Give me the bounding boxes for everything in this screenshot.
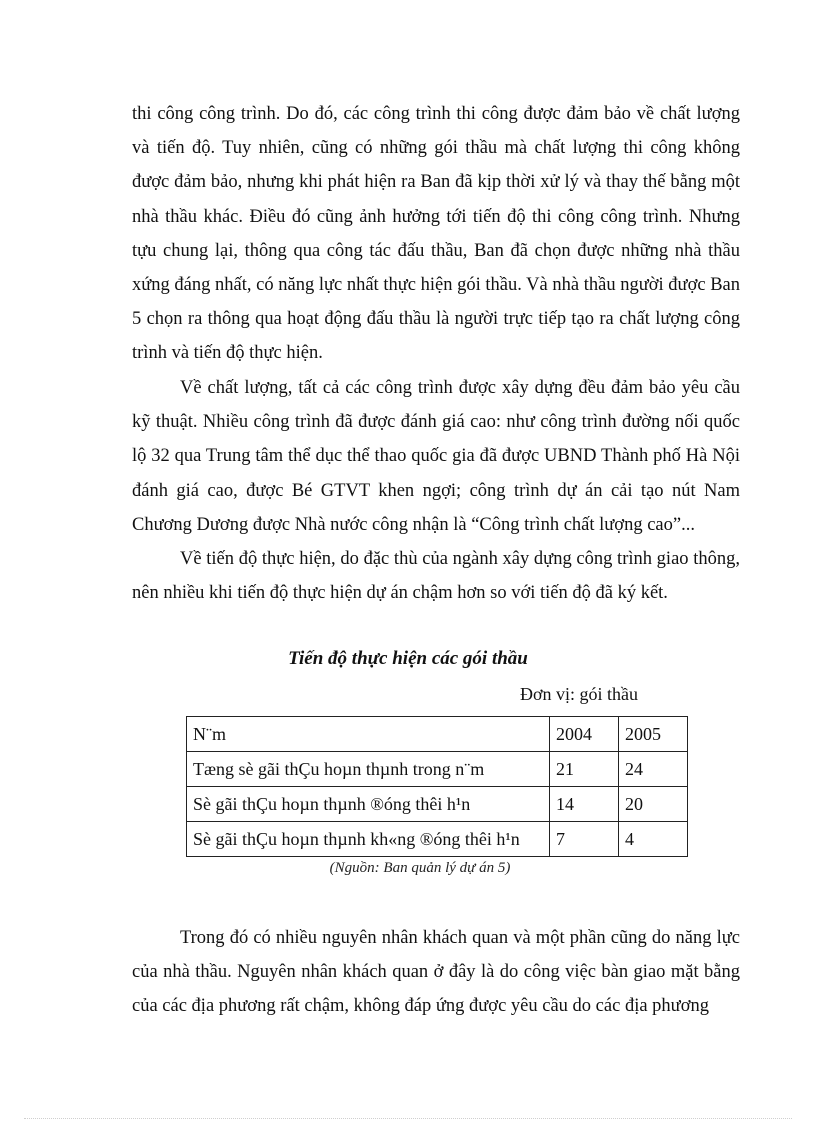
table-cell: Tæng sè gãi thÇu hoµn thµnh trong n¨m [187, 752, 550, 787]
table-cell: 2005 [619, 717, 688, 752]
paragraph-reasons: Trong đó có nhiều nguyên nhân khách quan và một phần cũng do năng lực của nhà thầu. Nguyên nhân khách quan ở đây là do công việc bàn giao mặt bằng của các địa phương rất chậm, không đáp ứng được yêu cầu do các địa phương [132, 928, 740, 1017]
page-bottom-divider [24, 1118, 792, 1119]
paragraph-contractor-selection: thi công công trình. Do đó, các công trình thi công được đảm bảo về chất lượng và tiến độ. Tuy nhiên, cũng có những gói thầu mà chất lượng thi công không được đảm bảo, nhưng khi phát hiện ra Ban đã kịp thời xử lý và thay thế bằng một nhà thầu khác. Điều đó cũng ảnh hưởng tới tiến độ thi công công trình. Nhưng tựu chung lại, thông qua công tác đấu thầu, Ban đã chọn được những nhà thầu xứng đáng nhất, có năng lực nhất thực hiện gói thầu. Và nhà thầu người được Ban 5 chọn ra thông qua hoạt động đấu thầu là người trực tiếp tạo ra chất lượng công trình và tiến độ thực hiện. [132, 104, 740, 364]
table-row [187, 787, 688, 822]
table-cell: 4 [619, 822, 688, 857]
table-title: Tiến độ thực hiện các gói thầu [288, 648, 528, 669]
table-cell: 21 [550, 752, 619, 787]
table-source: (Nguồn: Ban quản lý dự án 5) [329, 860, 511, 876]
table-cell: N¨m [187, 717, 550, 752]
table-cell: 24 [619, 752, 688, 787]
table-cell: 14 [550, 787, 619, 822]
table-cell: Sè gãi thÇu hoµn thµnh ®óng thêi h¹n [187, 787, 550, 822]
table-row [187, 752, 688, 787]
table-row [187, 717, 688, 752]
table-cell: 2004 [550, 717, 619, 752]
paragraph-progress: Về tiến độ thực hiện, do đặc thù của ngành xây dựng công trình giao thông, nên nhiều khi tiến độ thực hiện dự án chậm hơn so với tiến độ đã ký kết. [132, 549, 740, 604]
table-cell: 7 [550, 822, 619, 857]
paragraph-quality: Về chất lượng, tất cả các công trình được xây dựng đều đảm bảo yêu cầu kỹ thuật. Nhiều công trình đã được đánh giá cao: như công trình đường nối quốc lộ 32 qua Trung tâm thể dục thể thao quốc gia đã được UBND Thành phố Hà Nội đánh giá cao, được Bé GTVT khen ngợi; công trình dự án cải tạo nút Nam Chương Dương được Nhà nước công nhận là “Công trình chất lượng cao”... [132, 378, 740, 535]
progress-table [186, 716, 688, 857]
table-cell: Sè gãi thÇu hoµn thµnh kh«ng ®óng thêi h¹n [187, 822, 550, 857]
table-row [187, 822, 688, 857]
table-unit: Đơn vị: gói thầu [520, 684, 639, 704]
table-cell: 20 [619, 787, 688, 822]
